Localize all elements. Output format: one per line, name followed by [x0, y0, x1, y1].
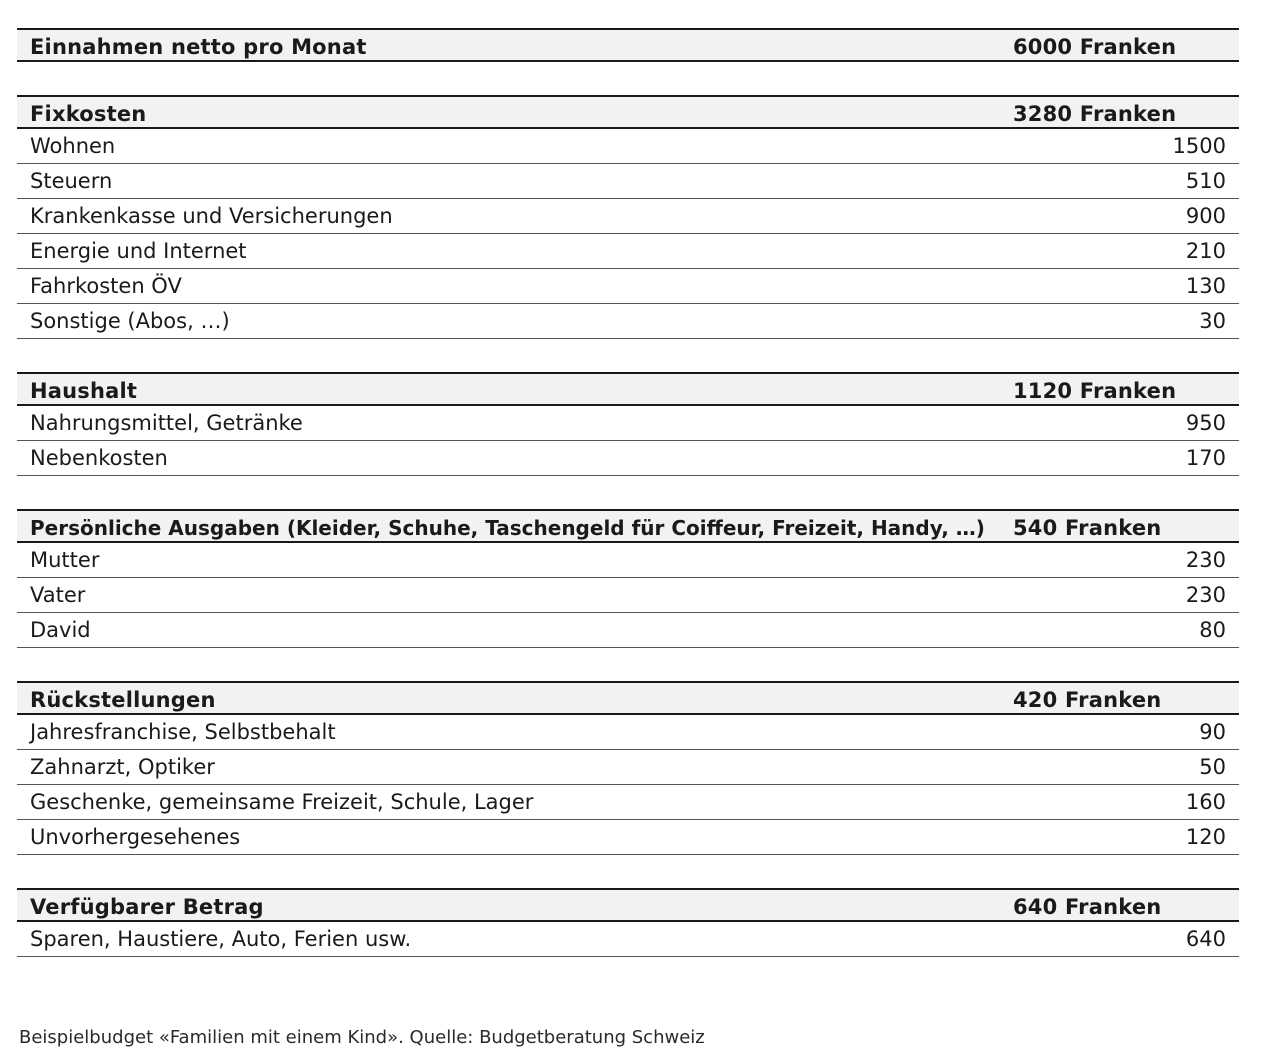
section-rueckstellungen: [17, 681, 1239, 855]
section-header: [17, 509, 1239, 543]
table-row: [17, 304, 1239, 339]
section-total: 1120 Franken: [1013, 379, 1177, 403]
section-header: [17, 372, 1239, 406]
row-label: Unvorhergesehenes: [30, 825, 241, 849]
row-label: Steuern: [30, 169, 113, 193]
income-label: Einnahmen netto pro Monat: [30, 35, 367, 59]
table-row: [17, 269, 1239, 304]
table-row: [17, 543, 1239, 578]
section-header: [17, 95, 1239, 129]
section-verfuegbarer-betrag: [17, 888, 1239, 957]
row-label: Geschenke, gemeinsame Freizeit, Schule, Lager: [30, 790, 534, 814]
row-label: Wohnen: [30, 134, 116, 158]
table-row: [17, 199, 1239, 234]
row-value: 1500: [1172, 134, 1226, 158]
income-header: [17, 28, 1239, 62]
row-value: 170: [1185, 446, 1226, 470]
row-value: 210: [1185, 239, 1226, 263]
table-row: [17, 785, 1239, 820]
row-value: 230: [1185, 548, 1226, 572]
row-value: 130: [1185, 274, 1226, 298]
section-total: 640 Franken: [1013, 895, 1162, 919]
row-value: 90: [1199, 720, 1226, 744]
table-row: [17, 441, 1239, 476]
source-caption: Beispielbudget «Familien mit einem Kind». Quelle: Budgetberatung Schweiz: [19, 1027, 705, 1048]
row-label: Vater: [30, 583, 86, 607]
row-value: 510: [1185, 169, 1226, 193]
row-label: Sonstige (Abos, …): [30, 309, 230, 333]
section-fixkosten: [17, 95, 1239, 339]
section-total: 540 Franken: [1013, 516, 1162, 540]
row-value: 120: [1185, 825, 1226, 849]
row-value: 230: [1185, 583, 1226, 607]
row-label: Fahrkosten ÖV: [30, 274, 182, 298]
table-row: [17, 129, 1239, 164]
table-row: [17, 406, 1239, 441]
table-row: [17, 750, 1239, 785]
row-label: Nebenkosten: [30, 446, 168, 470]
table-row: [17, 922, 1239, 957]
table-row: [17, 820, 1239, 855]
row-label: Mutter: [30, 548, 100, 572]
row-label: Jahresfranchise, Selbstbehalt: [30, 720, 336, 744]
row-value: 640: [1185, 927, 1226, 951]
section-total: 3280 Franken: [1013, 102, 1177, 126]
income-total: 6000 Franken: [1013, 35, 1177, 59]
section-title: Fixkosten: [30, 102, 147, 126]
row-value: 50: [1199, 755, 1226, 779]
row-value: 80: [1199, 618, 1226, 642]
row-value: 900: [1185, 204, 1226, 228]
table-row: [17, 578, 1239, 613]
section-persoenliche-ausgaben: [17, 509, 1239, 648]
row-label: Energie und Internet: [30, 239, 247, 263]
section-header: [17, 681, 1239, 715]
row-label: Sparen, Haustiere, Auto, Ferien usw.: [30, 927, 412, 951]
section-title: Haushalt: [30, 379, 138, 403]
budget-table: [17, 28, 1239, 990]
table-row: [17, 164, 1239, 199]
row-label: Krankenkasse und Versicherungen: [30, 204, 393, 228]
row-value: 30: [1199, 309, 1226, 333]
row-label: Nahrungsmittel, Getränke: [30, 411, 303, 435]
income-section: [17, 28, 1239, 62]
section-total: 420 Franken: [1013, 688, 1162, 712]
table-row: [17, 234, 1239, 269]
table-row: [17, 613, 1239, 648]
row-label: Zahnarzt, Optiker: [30, 755, 215, 779]
section-title: Rückstellungen: [30, 688, 216, 712]
row-value: 160: [1185, 790, 1226, 814]
section-header: [17, 888, 1239, 922]
section-haushalt: [17, 372, 1239, 476]
row-value: 950: [1185, 411, 1226, 435]
table-row: [17, 715, 1239, 750]
section-title: Persönliche Ausgaben (Kleider, Schuhe, Taschengeld für Coiffeur, Freizeit, Handy, …): [30, 516, 985, 540]
row-label: David: [30, 618, 91, 642]
section-title: Verfügbarer Betrag: [30, 895, 264, 919]
